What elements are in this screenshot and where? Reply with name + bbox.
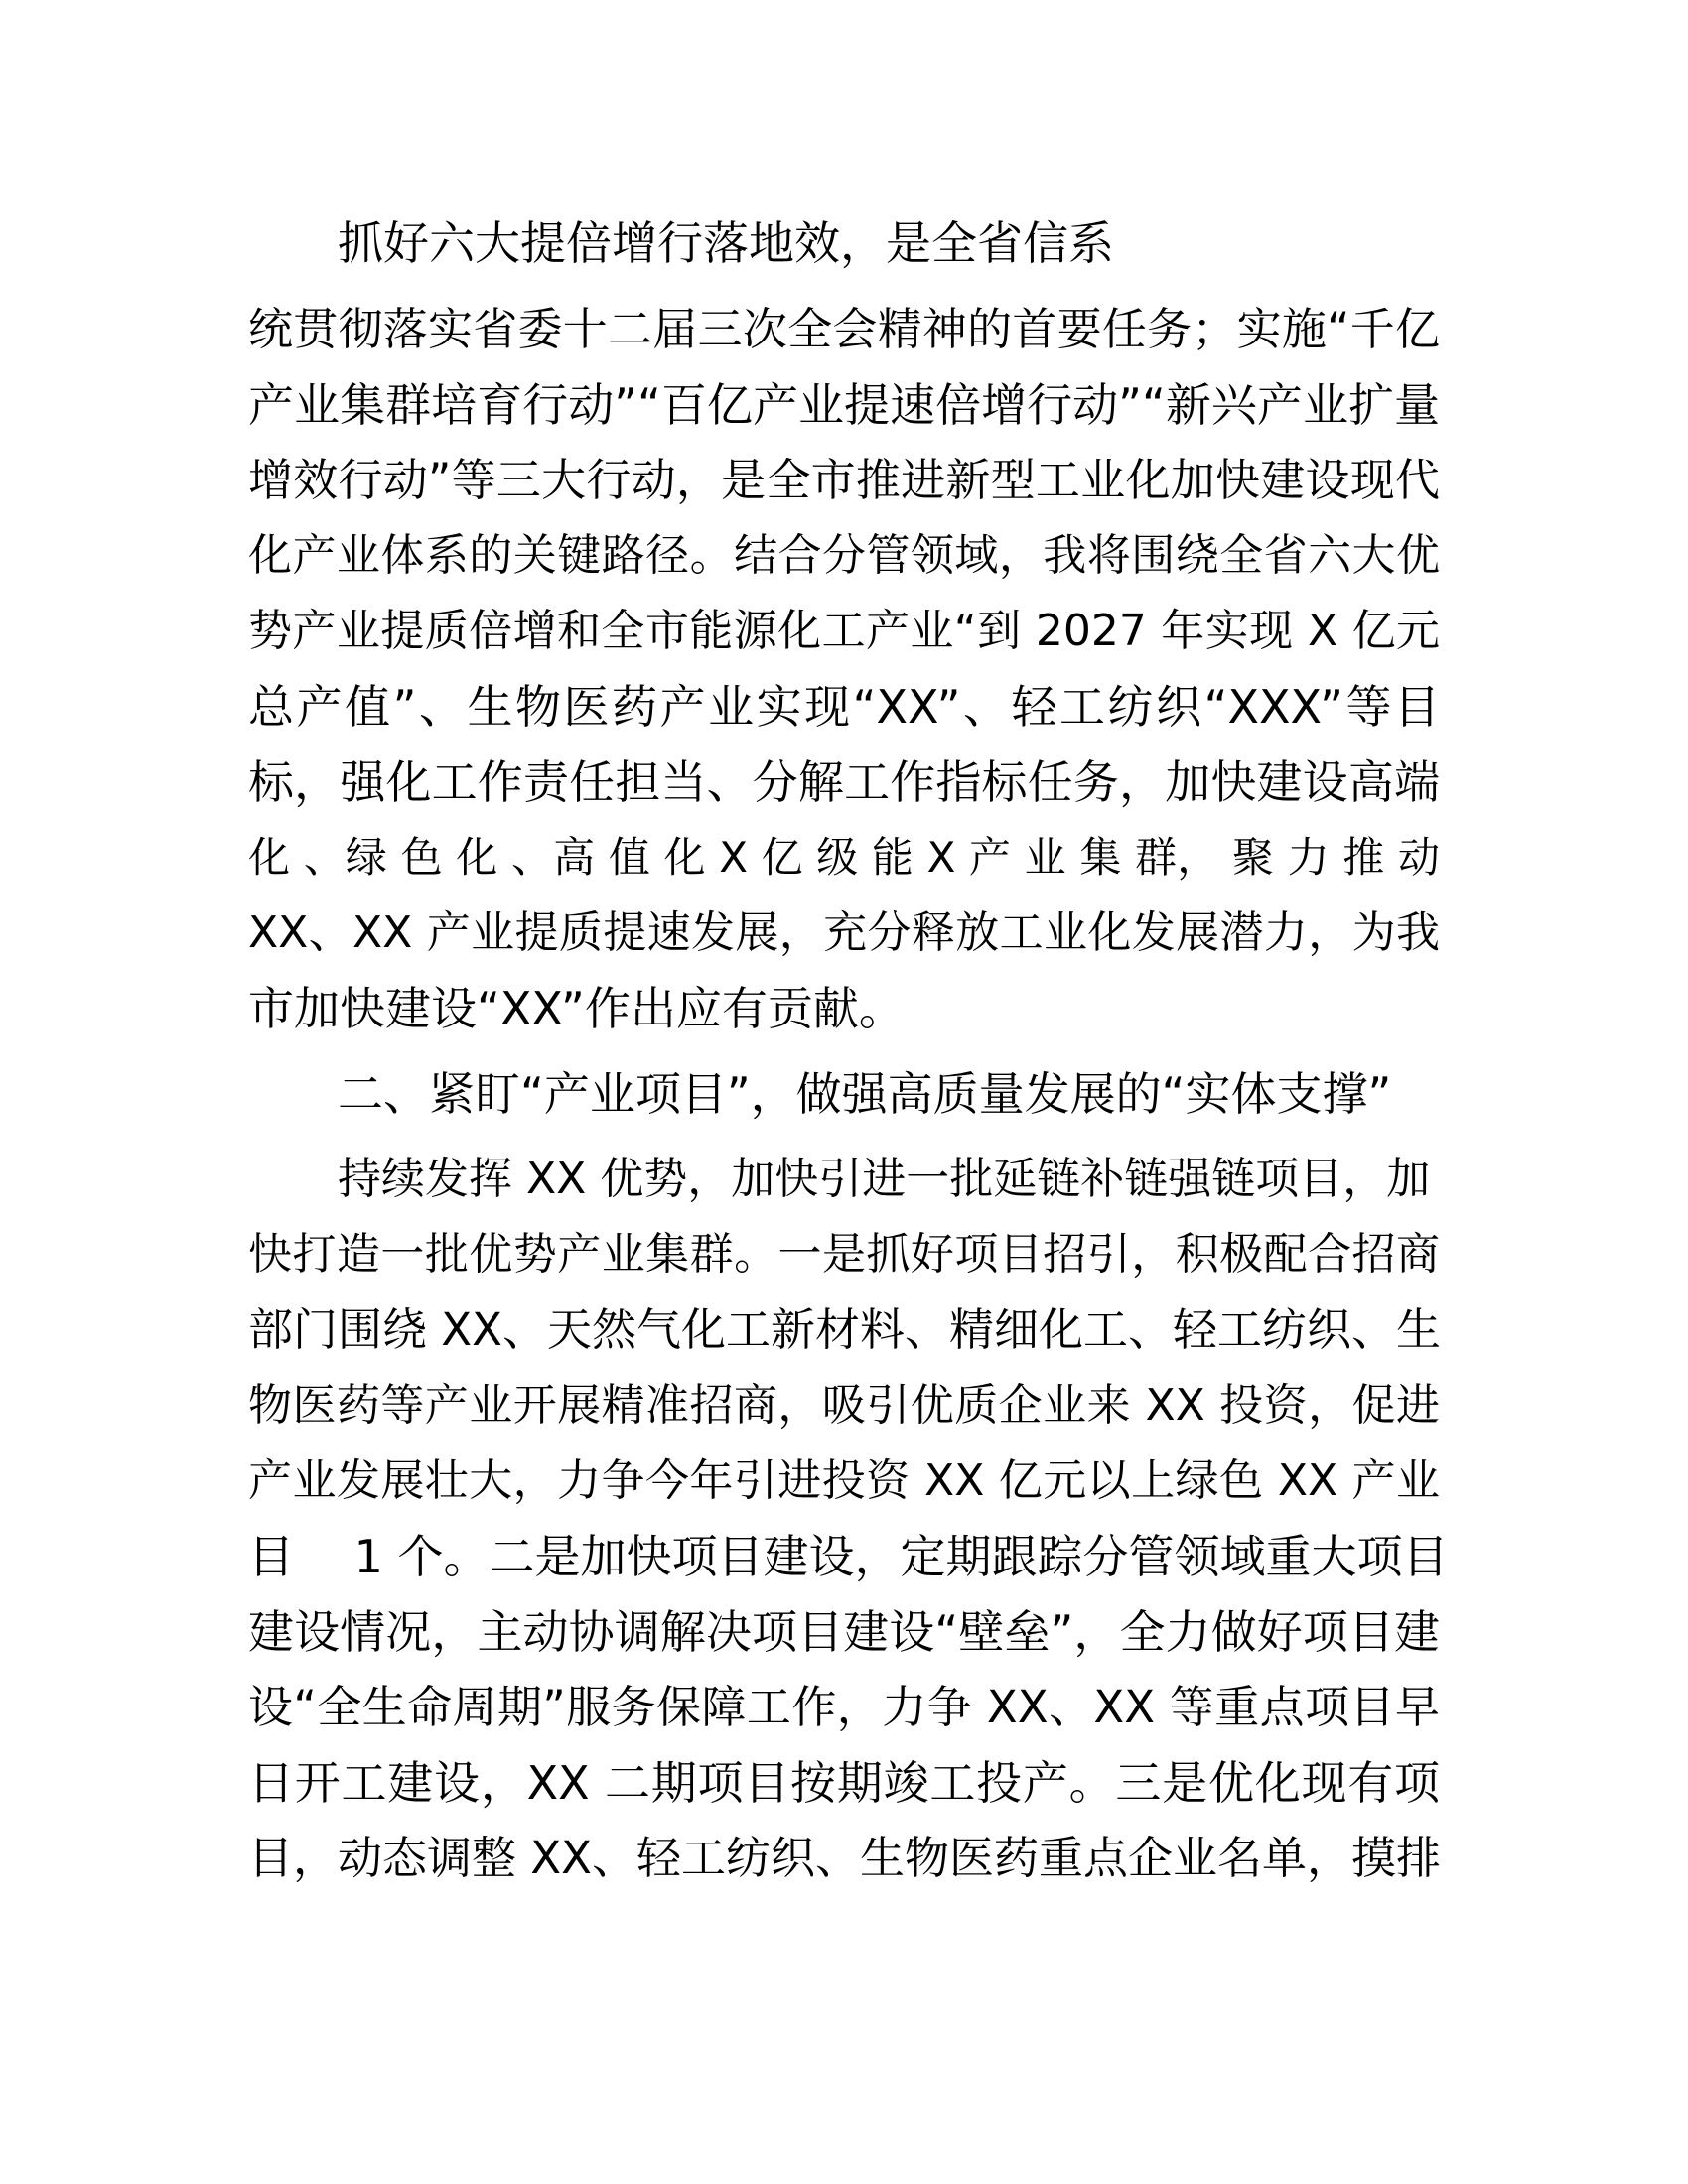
paragraph-2-line-6: 目 1 个。二是加快项目建设，定期跟踪分管领域重大项目	[248, 1530, 1449, 1583]
paragraph-1-line-1: 抓好六大提倍增行落地效，是全省信系	[338, 216, 1114, 270]
paragraph-1-line-9: 化 、绿 色 化 、高 值 化 X 亿 级 能 X 产 业 集 群， 聚 力 推 动	[248, 833, 1440, 882]
paragraph-1-line-4: 增效行动”等三大行动，是全市推进新型工业化加快建设现代	[248, 454, 1440, 506]
paragraph-2-line-4: 物医药等产业开展精准招商，吸引优质企业来 XX 投资，促进	[248, 1380, 1440, 1431]
paragraph-2-line-3: 部门围绕 XX、天然气化工新材料、精细化工、轻工纺织、生	[248, 1303, 1441, 1356]
paragraph-2-line-1: 持续发挥 XX 优势，加快引进一批延链补链强链项目，加	[338, 1154, 1431, 1204]
paragraph-1-line-10: XX、XX 产业提质提速发展，充分释放工业化发展潜力，为我	[248, 907, 1440, 958]
paragraph-2-line-5: 产业发展壮大，力争今年引进投资 XX 亿元以上绿色 XX 产业	[248, 1455, 1440, 1506]
paragraph-1-line-3: 产业集群培育行动”“百亿产业提速倍增行动”“新兴产业扩量	[248, 378, 1440, 432]
paragraph-1-line-6: 势产业提质倍增和全市能源化工产业“到 2027 年实现 X 亿元	[248, 606, 1440, 656]
paragraph-2-line-9: 日开工建设，XX 二期项目按期竣工投产。三是优化现有项	[248, 1756, 1440, 1810]
paragraph-1-line-11: 市加快建设“XX”作出应有贡献。	[248, 982, 905, 1035]
paragraph-1-line-5: 化产业体系的关键路径。结合分管领域，我将围绕全省六大优	[248, 530, 1440, 581]
paragraph-2-line-2: 快打造一批优势产业集群。一是抓好项目招引，积极配合招商	[248, 1229, 1440, 1280]
paragraph-2-line-7: 建设情况，主动协调解决项目建设“壁垒”，全力做好项目建	[248, 1605, 1440, 1659]
paragraph-1-line-2: 统贯彻落实省委十二届三次全会精神的首要任务；实施“千亿	[248, 303, 1440, 355]
paragraph-2-line-8: 设“全生命周期”服务保障工作，力争 XX、XX 等重点项目早	[248, 1681, 1440, 1733]
paragraph-2-line-10: 目，动态调整 XX、轻工纺织、生物医药重点企业名单，摸排	[248, 1832, 1441, 1884]
section-heading-2: 二、紧盯“产业项目”，做强高质量发展的“实体支撑”	[338, 1067, 1392, 1121]
paragraph-1-line-7: 总产值”、生物医药产业实现“XX”、轻工纺织“XXX”等目	[248, 680, 1440, 734]
paragraph-1-line-8: 标，强化工作责任担当、分解工作指标任务，加快建设高端	[248, 755, 1440, 809]
